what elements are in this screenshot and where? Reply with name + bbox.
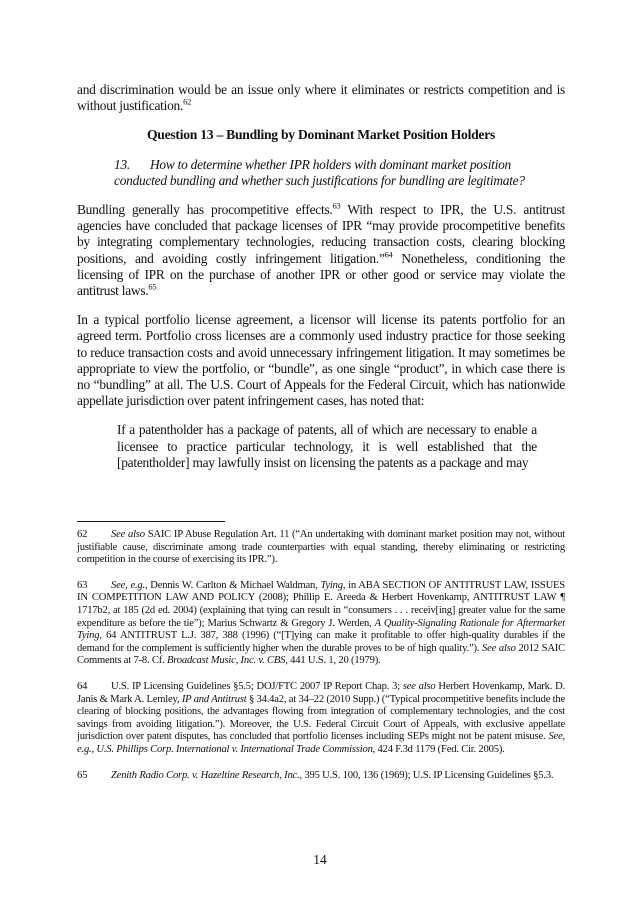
footnote-number: 63 — [77, 579, 88, 591]
footnote-number: 62 — [77, 529, 88, 540]
question-13 — [77, 157, 565, 189]
block-quote: If a patentholder has a package of patents, all of which are necessary to enable a licensee to practice particular technology, it is well established that the [patentholder] may lawfully insist on licensing the patents as a package and may — [117, 422, 537, 470]
footnote-65: 65 Zenith Radio Corp. v. Hazeltine Research, Inc., 395 U.S. 100, 136 (1969); U.S. IP Licensing Guidelines §5.3. — [77, 769, 554, 781]
question-text: How to determine whether IPR holders with dominant market position conducted bundling and whether such justifications for bundling are legitimate? — [114, 156, 525, 188]
footnote-64: 64 U.S. IP Licensing Guidelines §5.5; DOJ/FTC 2007 IP Report Chap. 3; see also Herbert Hovenkamp, Mark. D. Janis & Mark A. Lemley, IP and Antitrust § 34.4a2, at 34–22 (2010 Supp.) (“Typical procompetitive benefits include the clearing of blocking positions, the advantages flowing from integration of complementary technologies, and the cost savings from avoiding litigation.”). Moreover, the U.S. Federal Circuit Court of Appeals, with exclusive appellate jurisdiction over patent disputes, has concluded that portfolio licenses including SEPs might not be patent misuse. See, e.g., U.S. Phillips Corp. International v. International Trade Commission, 424 F.3d 1179 (Fed. Cir. 2005). — [77, 680, 566, 755]
paragraph-bundling: Bundling generally has procompetitive effects.$^{63}$ With respect to IPR, the U.S. antitrust agencies have concluded that package licenses of IPR “may provide procompetitive benefits by integrating complementary technologies, reducing transaction costs, clearing blocking positions, and avoiding costly infringement litigation.”$^{64}$ Nonetheless, conditioning the licensing of IPR on the purchase of another IPR or other good or service may violate the antitrust laws.$^{65}$ — [77, 200, 565, 299]
footnotes — [77, 529, 565, 795]
footnote-ref-63[interactable]: 63 — [332, 200, 341, 211]
footnote-separator — [77, 521, 225, 522]
footnote-number: 65 — [77, 769, 88, 781]
paragraph-portfolio: In a typical portfolio license agreement, a licensor will license its patents portfolio for an agreed term. Portfolio cross licenses are a commonly used industry practice for those seeking to reduce transaction costs and avoid unnecessary infringement litigation. It may sometimes be appropriate to view the portfolio, or “bundle”, as one single “product”, in which case there is no “bundling” at all. The U.S. Court of Appeals for the Federal Circuit, which has nationwide appellate jurisdiction over patent infringement cases, has noted that: — [77, 312, 565, 409]
question-number: 13. — [114, 156, 130, 172]
body-text — [77, 82, 565, 484]
footnote-ref-65[interactable]: 65 — [148, 281, 157, 292]
footnote-63: 63 See, e.g., Dennis W. Carlton & Michael Waldman, Tying, in ABA SECTION OF ANTITRUST LAW, ISSUES IN COMPETITION LAW AND POLICY (2008); Phillip E. Areeda & Herbert Hovenkamp, ANTITRUST LAW ¶ 1717b2, at 185 (2d ed. 2004) (explaining that tying can result in “consumers . . . receiv[ing] greater value for the same expenditure as before the tie”); Marius Schwartz & Gregory J. Werden, A Quality-Signaling Rationale for Aftermarket Tying, 64 ANTITRUST L.J. 387, 388 (1996) (“[T]ying can make it profitable to offer high-quality durables if the demand for the complement is sufficiently higher when the durable proves to be of high quality.”). See also 2012 SAIC Comments at 7-8. Cf. Broadcast Music, Inc. v. CBS, 441 U.S. 1, 20 (1979). — [77, 579, 565, 667]
intro-paragraph: and discrimination would be an issue only where it eliminates or restricts competition and is without justification.$^{62}$ — [77, 82, 565, 114]
footnote-ref-64[interactable]: 64 — [384, 249, 393, 260]
footnote-number: 64 — [77, 680, 88, 692]
page-number: 14 — [313, 852, 327, 867]
footnote-ref-62[interactable]: 62 — [183, 96, 192, 107]
section-heading: Question 13 – Bundling by Dominant Market Position Holders — [146, 127, 496, 143]
footnote-62: 62 See also SAIC IP Abuse Regulation Art. 11 (“An undertaking with dominant market position may not, without justifiable cause, discriminate among trade counterparties with equal standing, thereby eliminating or restricting competition in the course of exercising its IPR.”). — [77, 529, 565, 566]
